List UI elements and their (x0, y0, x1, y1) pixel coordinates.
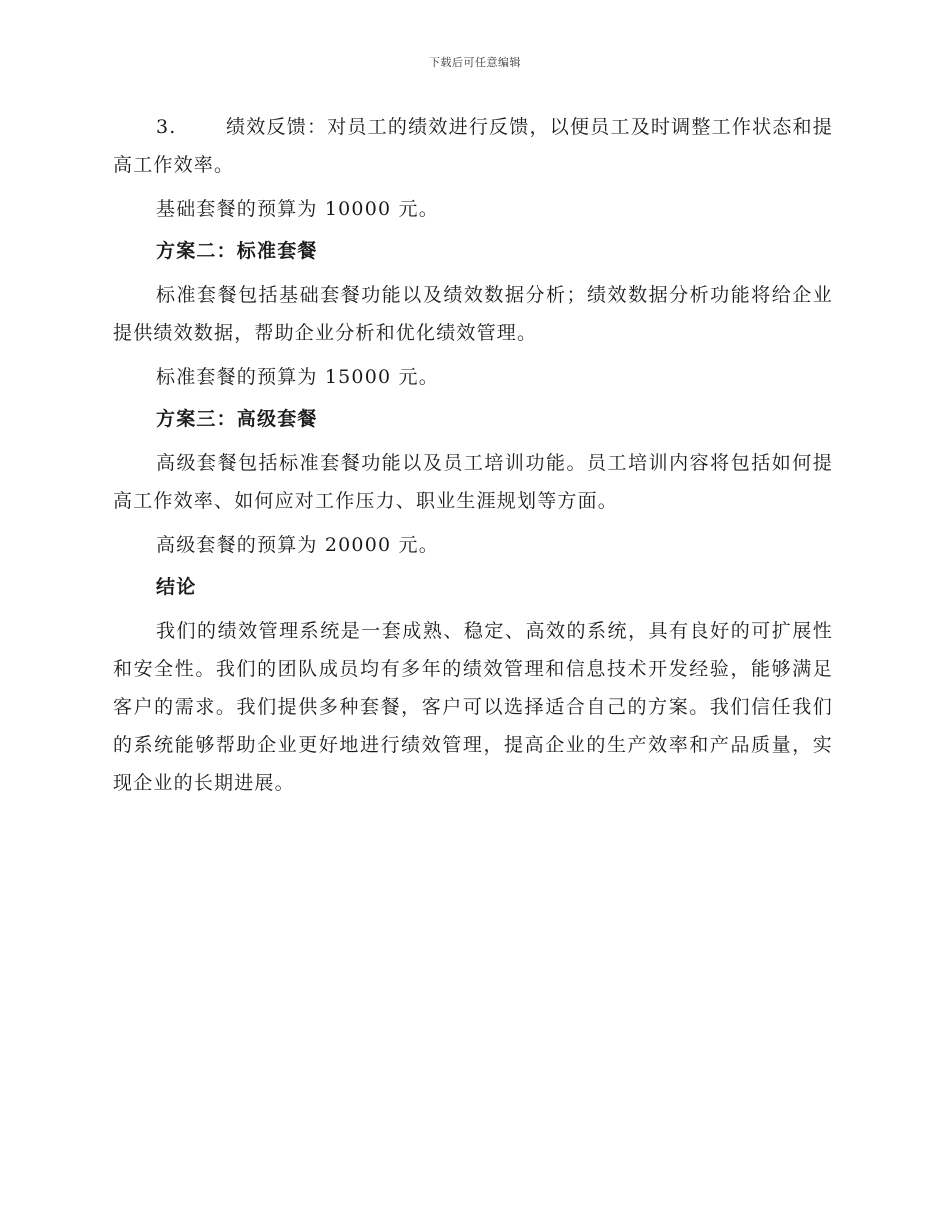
basic-budget-paragraph: 基础套餐的预算为 10000 元。 (156, 198, 439, 220)
plan3-description: 高级套餐包括标准套餐功能以及员工培训功能。员工培训内容将包括如何提高工作效率、如何应对工作压力、职业生涯规划等方面。 (113, 452, 833, 512)
document-body (113, 108, 833, 802)
list-item-text: 绩效反馈：对员工的绩效进行反馈，以便员工及时调整工作状态和提高工作效率。 (113, 116, 833, 176)
plan2-description: 标准套餐包括基础套餐功能以及绩效数据分析；绩效数据分析功能将给企业提供绩效数据，帮助企业分析和优化绩效管理。 (113, 284, 833, 344)
list-item-3 (113, 108, 833, 184)
plan3-budget-paragraph: 高级套餐的预算为 20000 元。 (156, 534, 439, 556)
page-header-note: 下载后可任意编辑 (429, 56, 521, 69)
plan2-budget-paragraph: 标准套餐的预算为 15000 元。 (156, 366, 439, 388)
plan2-heading: 方案二：标准套餐 (156, 240, 318, 262)
plan3-heading: 方案三：高级套餐 (156, 408, 318, 430)
list-item-number: 3. (156, 116, 177, 138)
conclusion-paragraph: 我们的绩效管理系统是一套成熟、稳定、高效的系统，具有良好的可扩展性和安全性。我们的团队成员均有多年的绩效管理和信息技术开发经验，能够满足客户的需求。我们提供多种套餐，客户可以选择适合自己的方案。我们信任我们的系统能够帮助企业更好地进行绩效管理，提高企业的生产效率和产品质量，实现企业的长期进展。 (113, 620, 833, 794)
conclusion-heading: 结论 (156, 576, 197, 598)
